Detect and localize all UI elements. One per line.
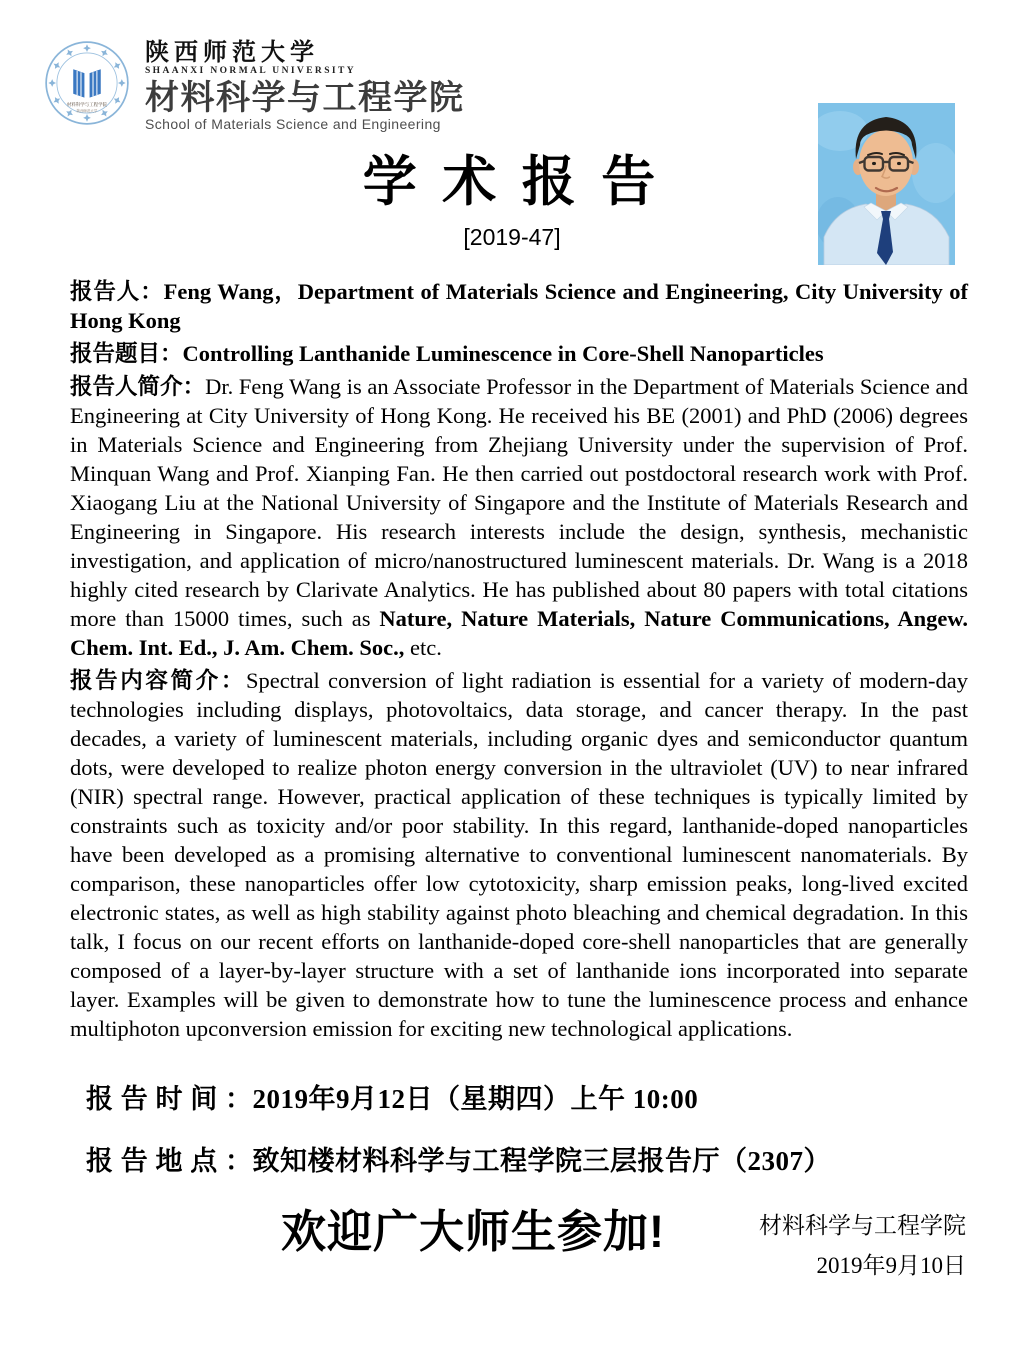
speaker-photo — [818, 103, 955, 265]
speaker-bio — [70, 372, 968, 662]
place-value: 致知楼材料科学与工程学院三层报告厅（2307） — [252, 1145, 831, 1176]
signature-block — [759, 1206, 966, 1286]
school-name-cn: 材料科学与工程学院 — [145, 78, 465, 117]
signature-school: 材料科学与工程学院 — [759, 1212, 966, 1238]
poster-serial-number: [2019-47] — [463, 223, 561, 250]
speaker-portrait-illustration — [818, 103, 955, 265]
header-wordmark — [145, 37, 465, 132]
university-name-en: SHAANXI NORMAL UNIVERSITY — [145, 66, 356, 76]
signature-date: 2019年9月10日 — [816, 1252, 966, 1278]
talk-title-label: 报告题目： — [70, 340, 183, 366]
poster-title: 学 术 报 告 — [362, 151, 662, 212]
bio-label: 报告人简介： — [70, 373, 206, 399]
time-label: 报 告 时 间 ： — [86, 1083, 253, 1114]
bio-journals: Nature, Nature Materials, Nature Communications, Angew. Chem. Int. Ed., J. Am. Chem. Soc., — [70, 605, 968, 660]
speaker-label: 报告人： — [70, 278, 164, 304]
place-line — [86, 1139, 968, 1178]
speaker-line — [70, 277, 968, 335]
bio-text: Dr. Feng Wang is an Associate Professor in the Department of Materials Science and Engineering at City University of Hong Kong. He received his BE (2001) and PhD (2006) degrees in Materials Science and Engineering from Zhejiang University under the supervision of Prof. Minquan Wang and Prof. Xianping Fan. He then carried out postdoctoral research work with Prof. Xiaogang Liu at the National University of Singapore and the Institute of Materials Research and Engineering in Singapore. His research interests include the design, synthesis, mechanistic investigation, and application of micro/nanostructured luminescent materials. Dr. Wang is a 2018 highly cited research by Clarivate Analytics. He has published about 80 papers with total citations more than 15000 times, such as — [70, 373, 968, 631]
talk-abstract — [70, 666, 968, 1043]
school-name-en: School of Materials Science and Engineering — [145, 115, 441, 132]
speaker-value: Feng Wang，Department of Materials Science and Engineering, City University of Hong Kong — [70, 278, 968, 333]
seal-school-text: 材料科学与工程学院 — [66, 101, 108, 107]
bio-suffix: etc. — [404, 634, 442, 660]
abstract-label: 报告内容简介： — [70, 667, 246, 693]
welcome-message: 欢迎广大师生参加! — [281, 1205, 665, 1257]
schedule-block — [86, 1077, 968, 1178]
university-seal-logo — [44, 40, 130, 126]
footer-block — [0, 1206, 1024, 1286]
time-line — [86, 1077, 968, 1116]
seal-icon — [44, 40, 130, 126]
talk-title-line — [70, 339, 968, 368]
seal-university-text: 陕西师范大学 — [76, 108, 98, 113]
poster-body — [70, 277, 968, 1043]
time-value: 2019年9月12日（星期四）上午 10:00 — [252, 1083, 699, 1114]
abstract-text: Spectral conversion of light radiation is essential for a variety of modern-day technologies including displays, photovoltaics, data storage, and cancer therapy. In the past decades, a variety of luminescent materials, including organic dyes and semiconductor quantum dots, were developed to realize photon energy conversion in the ultraviolet (UV) to near infrared (NIR) spectral range. However, practical application of these techniques is typically limited by constraints such as toxicity and/or poor stability. In this regard, lanthanide-doped nanoparticles have been developed as a promising alternative to conventional luminescent nanomaterials. By comparison, these nanoparticles offer low cytotoxicity, sharp emission peaks, long-lived excited electronic states, as well as high stability against photo bleaching and chemical degradation. In this talk, I focus on our recent efforts on lanthanide-doped core-shell nanoparticles that are generally composed of a layer-by-layer structure with a set of lanthanide ions incorporated into separate layer. Examples will be given to demonstrate how to tune the luminescence process and enhance multiphoton upconversion emission for exciting new technological applications. — [70, 667, 968, 1041]
university-name-cn: 陕西师范大学 — [145, 37, 319, 66]
place-label: 报 告 地 点 ： — [86, 1145, 253, 1176]
talk-title-value: Controlling Lanthanide Luminescence in Core-Shell Nanoparticles — [182, 340, 824, 366]
